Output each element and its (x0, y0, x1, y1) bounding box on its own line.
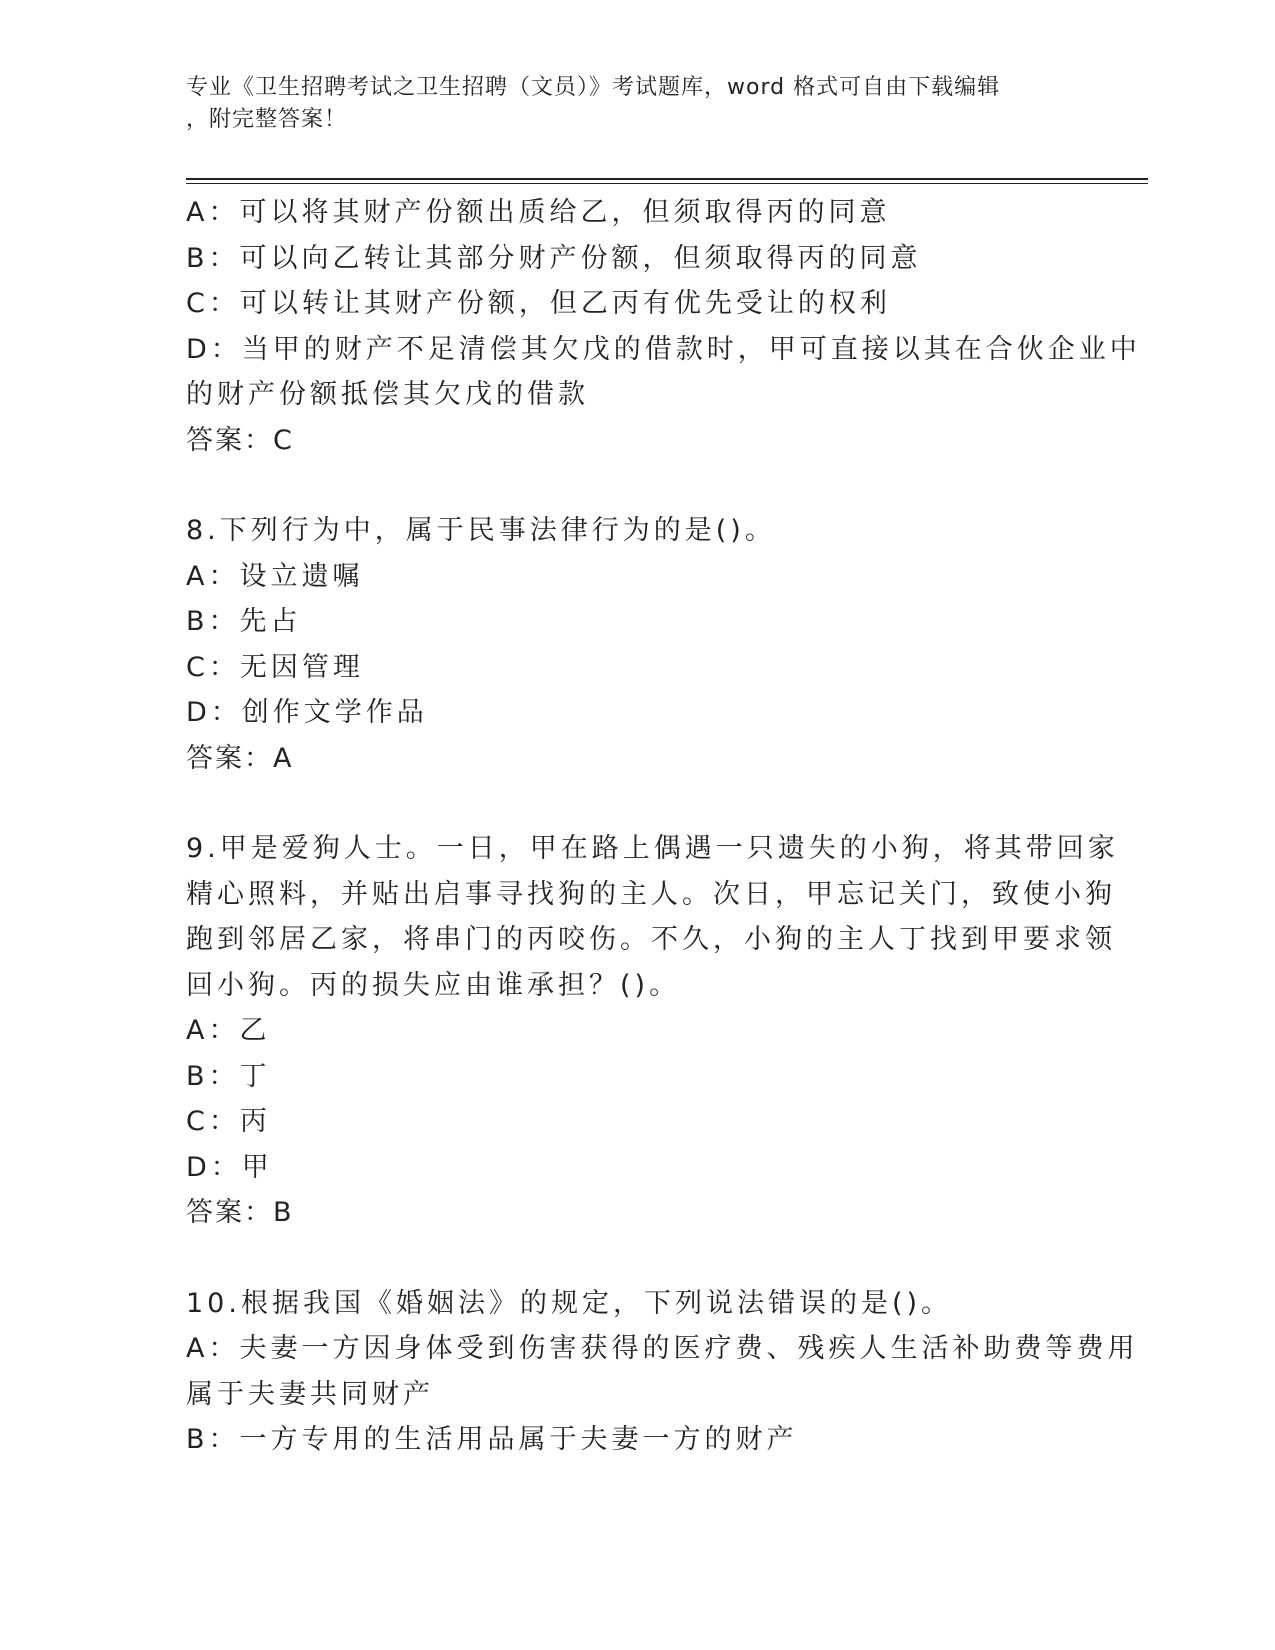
option-b: B：先占 (186, 606, 302, 637)
option-d: D：甲 (186, 1151, 273, 1183)
option-d: D：当甲的财产不足清偿其欠戊的借款时，甲可直接以其在合伙企业中 (186, 333, 1141, 365)
header-line-2: ，附完整答案！ (186, 107, 348, 132)
question-9-block (186, 826, 1119, 1236)
option-c: C：可以转让其财产份额，但乙丙有优先受让的权利 (186, 288, 891, 319)
header-line-1: 专业《卫生招聘考试之卫生招聘（文员）》考试题库，word 格式可自由下载编辑 (186, 75, 1001, 100)
question-text: 9.甲是爱狗人士。一日，甲在路上偶遇一只遗失的小狗，将其带回家 (186, 833, 1119, 864)
question-text-continued: 回小狗。丙的损失应由谁承担？()。 (186, 969, 681, 1001)
question-list (186, 190, 1141, 1463)
question-text-continued: 精心照料，并贴出启事寻找狗的主人。次日，甲忘记关门，致使小狗 (186, 878, 1116, 910)
option-a: A：乙 (186, 1015, 271, 1046)
header-divider-thick (186, 178, 1148, 180)
spacer (186, 463, 1066, 508)
option-d-continued: 的财产份额抵偿其欠戊的借款 (186, 379, 589, 410)
option-d: D：创作文学作品 (186, 697, 428, 728)
answer: 答案：B (186, 1197, 294, 1228)
option-a: A：设立遗嘱 (186, 560, 364, 592)
spacer (186, 781, 1066, 826)
option-a: A：可以将其财产份额出质给乙，但须取得丙的同意 (186, 197, 891, 228)
option-b: B：可以向乙转让其部分财产份额，但须取得丙的同意 (186, 242, 922, 274)
option-b: B：一方专用的生活用品属于夫妻一方的财产 (186, 1424, 798, 1455)
header-divider-thin (186, 183, 1148, 184)
question-10-block (186, 1281, 1139, 1463)
spacer (186, 1236, 1066, 1281)
answer: 答案：A (186, 742, 294, 774)
question-8-block (186, 508, 1066, 781)
answer: 答案：C (186, 424, 294, 456)
question-text: 8.下列行为中，属于民事法律行为的是()。 (186, 515, 776, 546)
option-a: A：夫妻一方因身体受到伤害获得的医疗费、残疾人生活补助费等费用 (186, 1333, 1139, 1364)
question-7-block (186, 190, 1141, 463)
option-b: B：丁 (186, 1060, 271, 1092)
option-c: C：丙 (186, 1106, 271, 1137)
document-header (186, 72, 1066, 136)
question-text-continued: 跑到邻居乙家，将串门的丙咬伤。不久，小狗的主人丁找到甲要求领 (186, 924, 1116, 955)
option-c: C：无因管理 (186, 651, 364, 683)
question-text: 10.根据我国《婚姻法》的规定，下列说法错误的是()。 (186, 1287, 953, 1319)
option-a-continued: 属于夫妻共同财产 (186, 1378, 434, 1410)
